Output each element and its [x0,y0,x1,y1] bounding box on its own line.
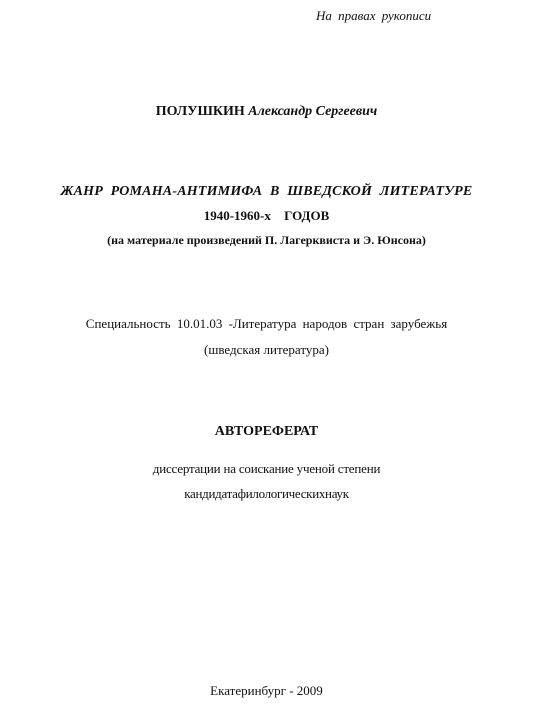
title-subtitle: (на материале произведений П. Лагерквиста и Э. Юнсона) [107,233,426,247]
specialty-detail: (шведская литература) [204,342,329,357]
author-surname: ПОЛУШКИН [155,104,245,119]
author-given-names: Александр Сергеевич [248,104,378,119]
author-line [0,105,533,119]
manuscript-stamp: На правах рукописи [316,8,432,23]
place-and-year: Екатеринбург - 2009 [210,683,323,698]
specialty-line: Специальность 10.01.03 -Литература народов стран зарубежья [85,316,448,331]
document-type-heading: АВТОРЕФЕРАТ [214,424,319,439]
title-line-1: ЖАНР РОМАНА-АНТИМИФА В ШВЕДСКОЙ ЛИТЕРАТУРЕ [60,184,473,199]
title-line-2: 1940-1960-х ГОДОВ [203,208,330,223]
dissertation-line-2: кандидатафилологическихнаук [184,486,349,501]
dissertation-line-1: диссертации на соискание ученой степени [152,461,381,476]
